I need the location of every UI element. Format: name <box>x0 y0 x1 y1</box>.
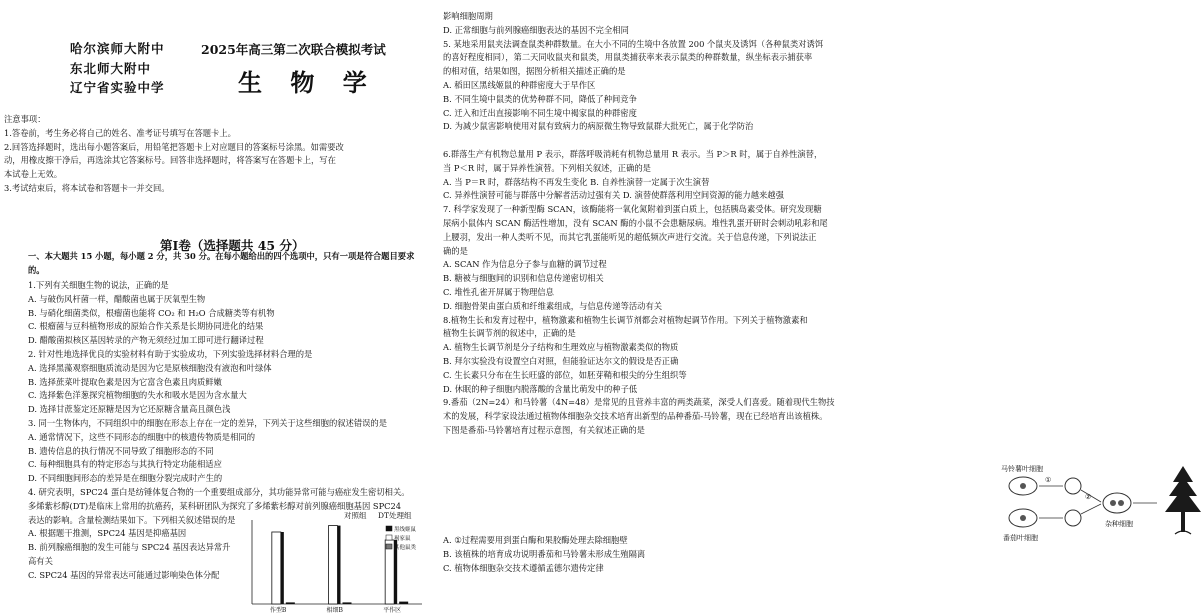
question-line: 8.植物生长和发育过程中，植物激素和植物生长调节剂都会对植物起调节作用。下列关于植物激素和 <box>443 314 808 325</box>
question-line: A. 植物生长调节剂是分子结构和生理效应与植物激素类似的物质 <box>443 342 679 353</box>
question-line: B. 不同生境中鼠类的优势种群不同，降低了种间竞争 <box>443 93 637 104</box>
step-2-label: ② <box>1085 493 1092 501</box>
question-line: C. 迁入和迁出直接影响不同生境中褐家鼠的种群密度 <box>443 107 637 118</box>
legend-label: DT处理组 <box>378 511 412 520</box>
potato-label: 马铃薯叶细胞 <box>1001 465 1043 473</box>
notice-line: 3.考试结束后，将本试卷和答题卡一并交回。 <box>4 182 170 193</box>
option-line: B. 该植株的培育成功说明番茄和马铃薯未形成生殖隔离 <box>443 548 646 559</box>
option-line: C. 植物体细胞杂交技术遵循孟德尔遗传定律 <box>443 562 604 573</box>
tomato-label: 番茄叶细胞 <box>1003 534 1038 542</box>
question-line: C. 异养性演替可能与群落中分解者活动过强有关 D. 演替使群落利用空间资源的能力越来越强 <box>443 190 784 201</box>
right-questions <box>443 10 835 438</box>
legend-small-label: 其他鼠类 <box>394 545 417 551</box>
subject-title: 生 物 学 <box>238 68 377 97</box>
question-line: C. 每种细胞具有的特定形态与其执行特定功能相适应 <box>28 459 222 470</box>
question-line: C. 堆性孔雀开屏属于物理信息 <box>443 286 554 297</box>
question-line: 9.番茄（2N=24）和马铃薯（4N=48）是常见的且营养丰富的两类蔬菜，深受人们喜爱。随着现代生物技 <box>443 397 835 408</box>
question-line: A. 当 P＝R 时，群落结构不再发生变化 B. 自养性演替一定属于次生演替 <box>443 176 710 187</box>
question-line: A. 通常情况下，这些不同形态的细胞中的核遗传物质是相同的 <box>28 431 255 442</box>
left-column <box>0 0 438 614</box>
category-label: 相细B <box>326 607 343 614</box>
question-line: 植物生长调节剂的叙述中，正确的是 <box>443 328 576 339</box>
legend-label: 对照组 <box>344 511 367 520</box>
notice-line: 本试卷上无效。 <box>4 169 63 180</box>
question-line: A. 与破伤风杆菌一样，醋酸菌也属于厌氧型生物 <box>28 293 206 304</box>
question-line: 3. 同一生物体内，不同组织中的细胞在形态上存在一定的差异，下列关于这些细胞的叙述错误的是 <box>28 417 388 428</box>
question-line: B. 前列腺癌细胞的发生可能与 SPC24 基因表达异常升 <box>28 542 231 553</box>
question-line: 影响细胞周期 <box>443 11 493 21</box>
right-column <box>443 0 1133 614</box>
question-line: D. 不同细胞间形态的差异是在细胞分裂完成时产生的 <box>28 473 223 484</box>
question-line: D. 细胞骨架由蛋白质和纤维素组成，与信息传递等活动有关 <box>443 300 663 311</box>
protoplast <box>1065 510 1081 526</box>
notice-line: 动，用橡皮擦干净后，再选涂其它答案标号。回答非选择题时，将答案写在答题卡上，写在 <box>4 155 336 166</box>
hybrid-cell <box>1103 493 1131 513</box>
question-line: 当 P＜R 时，属于异养性演替。下列相关叙述，正确的是 <box>443 162 651 173</box>
legend-swatch <box>386 526 392 531</box>
question-line: B. 糖被与细胞间的识别和信息传递密切相关 <box>443 273 604 284</box>
legend-swatch <box>386 544 392 549</box>
bar-dt <box>399 602 408 604</box>
legend-small-label: 黑线姬鼠 <box>394 527 417 533</box>
question-line: 高有关 <box>28 555 53 566</box>
question-line: A. 根据题干推测，SPC24 基因是抑癌基因 <box>28 528 187 539</box>
question-line: B. 遗传信息的执行情况不同导致了细胞形态的不同 <box>28 445 214 456</box>
bar-control <box>272 532 281 604</box>
school-name: 辽宁省实验中学 <box>70 80 165 95</box>
question-line: D. 正常细胞与前列腺癌细胞表达的基因不完全相同 <box>443 24 629 35</box>
question-line: 7. 科学家发现了一种新型酶 SCAN，该酶能将一氧化氮附着到蛋白质上，包括胰岛素受体。研究发现糖 <box>443 204 822 215</box>
bar-control-shade <box>338 526 341 604</box>
question-line: A. 稻田区黑线姬鼠的种群密度大于早作区 <box>443 79 596 90</box>
bar-control <box>329 526 338 604</box>
question-line: 4. 研究表明，SPC24 蛋白是纺锤体复合物的一个重要组成部分，其功能异常可能与癌症发生密切相关。 <box>28 486 410 497</box>
tomato-nucleus <box>1020 515 1026 521</box>
question-line: 5. 某地采用鼠夹法调查鼠类种群数量。在大小不同的生境中各放置 200 个鼠夹及诱饵（各种鼠类对诱饵 <box>443 38 824 49</box>
question-line <box>443 134 835 148</box>
question-line: D. 休眠的种子细胞内脱落酸的含量比萌发中的种子低 <box>443 383 638 394</box>
notice-line: 2.回答选择题时，选出每小题答案后，用铅笔把答题卡上对应题目的答案标号涂黑。如需要改 <box>4 141 344 152</box>
question-line: 上腰羽，发出一种人类听不见，而其它乳蛋能听见的超低频次声进行交流。关于信息传递，下列说法正 <box>443 231 817 242</box>
question-line: B. 与硝化细菌类似，根瘤菌也能将 CO₂ 和 H₂O 合成糖类等有机物 <box>28 307 275 318</box>
notice-line: 1.答卷前，考生务必将自己的姓名、准考证号填写在答题卡上。 <box>4 127 236 138</box>
section-title: 第Ⅰ卷（选择题共 45 分） <box>160 238 305 253</box>
step-1-label: ① <box>1045 476 1052 484</box>
hybrid-nucleus <box>1110 500 1116 506</box>
question-line: A. 选择黑藻观察细胞质流动是因为它是原核细胞没有液泡和叶绿体 <box>28 362 272 373</box>
school-name: 哈尔滨师大附中 <box>70 41 165 56</box>
question-line: C. 选择紫色洋葱探究植物细胞的失水和吸水是因为含水量大 <box>28 390 247 401</box>
question-line: 1.下列有关细胞生物的说法，正确的是 <box>28 280 169 290</box>
legend-small-label: 褐家鼠 <box>394 536 411 542</box>
instruction-line: 一、本大题共 15 小题，每小题 2 分，共 30 分。在每小题给出的四个选项中，只有一项是符合题目要求 <box>28 251 415 261</box>
notice-line: 注意事项： <box>4 114 46 124</box>
question-line: 的喜好程度相同），第二天同收鼠夹和鼠类，用鼠类捕获率来表示鼠类的种群数量，纵坐标表示捕获率 <box>443 52 813 63</box>
bar-dt <box>286 602 295 604</box>
question-line: 术的发展，科学家设法通过植物体细胞杂交技术培育出新型的品种番茄-马铃薯，现在已经培育出该植株。 <box>443 411 828 422</box>
q9-options <box>443 534 645 575</box>
potato-nucleus <box>1020 483 1026 489</box>
hybrid-label: 杂种细胞 <box>1105 520 1133 528</box>
hybrid-diagram <box>993 462 1203 544</box>
bar-control <box>385 540 394 604</box>
hybrid-plant-icon <box>1165 466 1201 534</box>
question-line: C. SPC24 基因的异常表达可能通过影响染色体分配 <box>28 569 220 580</box>
protoplast <box>1065 478 1081 494</box>
question-line: A. SCAN 作为信息分子参与血糖的调节过程 <box>443 259 607 270</box>
legend-swatch <box>386 535 392 540</box>
question-line: 的相对值，结果如图，据图分析相关描述正确的是 <box>443 66 626 77</box>
bar-chart <box>236 510 436 614</box>
school-list <box>70 39 165 98</box>
category-label: 平作区 <box>383 607 402 614</box>
question-line: 多烯紫杉醇(DT)是临床上常用的抗癌药，某科研团队为探究了多烯紫杉醇对前列腺癌细胞基因 SPC24 <box>28 500 402 511</box>
question-line: 尿病小鼠体内 SCAN 酶活性增加，没有 SCAN 酶的小鼠不会患糖尿病。堆性乳蛋开研时会刺动吼彩和尾 <box>443 217 828 228</box>
exam-title: 2025年高三第二次联合模拟考试 <box>201 42 386 57</box>
question-line: D. 为减少鼠害影响使用对鼠有致病力的病原微生物导致鼠群大批死亡，属于化学防治 <box>443 121 754 132</box>
bar-control-shade <box>281 532 284 604</box>
notice-block <box>4 113 344 196</box>
question-line: 6.群落生产有机物总量用 P 表示，群落呼吸消耗有机物总量用 R 表示。当 P＞R 时，属于自养性演替， <box>443 148 823 159</box>
category-label: 作型B <box>269 607 287 614</box>
instruction-line: 的。 <box>28 264 45 275</box>
question-line: C. 生长素只分布在生长旺盛的部位，如胚芽鞘和根尖的分生组织等 <box>443 369 687 380</box>
option-line: A. ①过程需要用到蛋白酶和果胶酶处理去除细胞壁 <box>443 535 628 545</box>
question-line: D. 选择甘蔗鉴定还原糖是因为它还原糖含量高且颜色浅 <box>28 404 231 415</box>
question-line: D. 醋酸菌拟核区基因转录的产物无须经过加工即可进行翻译过程 <box>28 335 264 346</box>
question-line: 2. 针对性地选择优良的实验材料有助于实验成功，下列实验选择材料合理的是 <box>28 348 313 359</box>
bar-dt <box>343 602 352 604</box>
question-line: 下图是番茄-马铃薯培育过程示意图，有关叙述正确的是 <box>443 424 645 435</box>
hybrid-nucleus <box>1118 500 1124 506</box>
arrow-line <box>1081 504 1101 514</box>
school-name: 东北师大附中 <box>70 60 152 76</box>
question-line: B. 选择蔗菜叶提取色素是因为它富含色素且肉质鲜嫩 <box>28 376 222 387</box>
question-line: 确的是 <box>443 245 468 256</box>
question-line: 表达的影响。含量检测结果如下。下列相关叙述错误的是 <box>28 514 236 525</box>
section-instruction <box>28 250 414 278</box>
question-line: B. 拜尔实验没有设置空白对照，但能验证达尔文的假设是否正确 <box>443 355 679 366</box>
question-line: C. 根瘤菌与豆科植物形成的原始合作关系是长期协同进化的结果 <box>28 321 264 332</box>
